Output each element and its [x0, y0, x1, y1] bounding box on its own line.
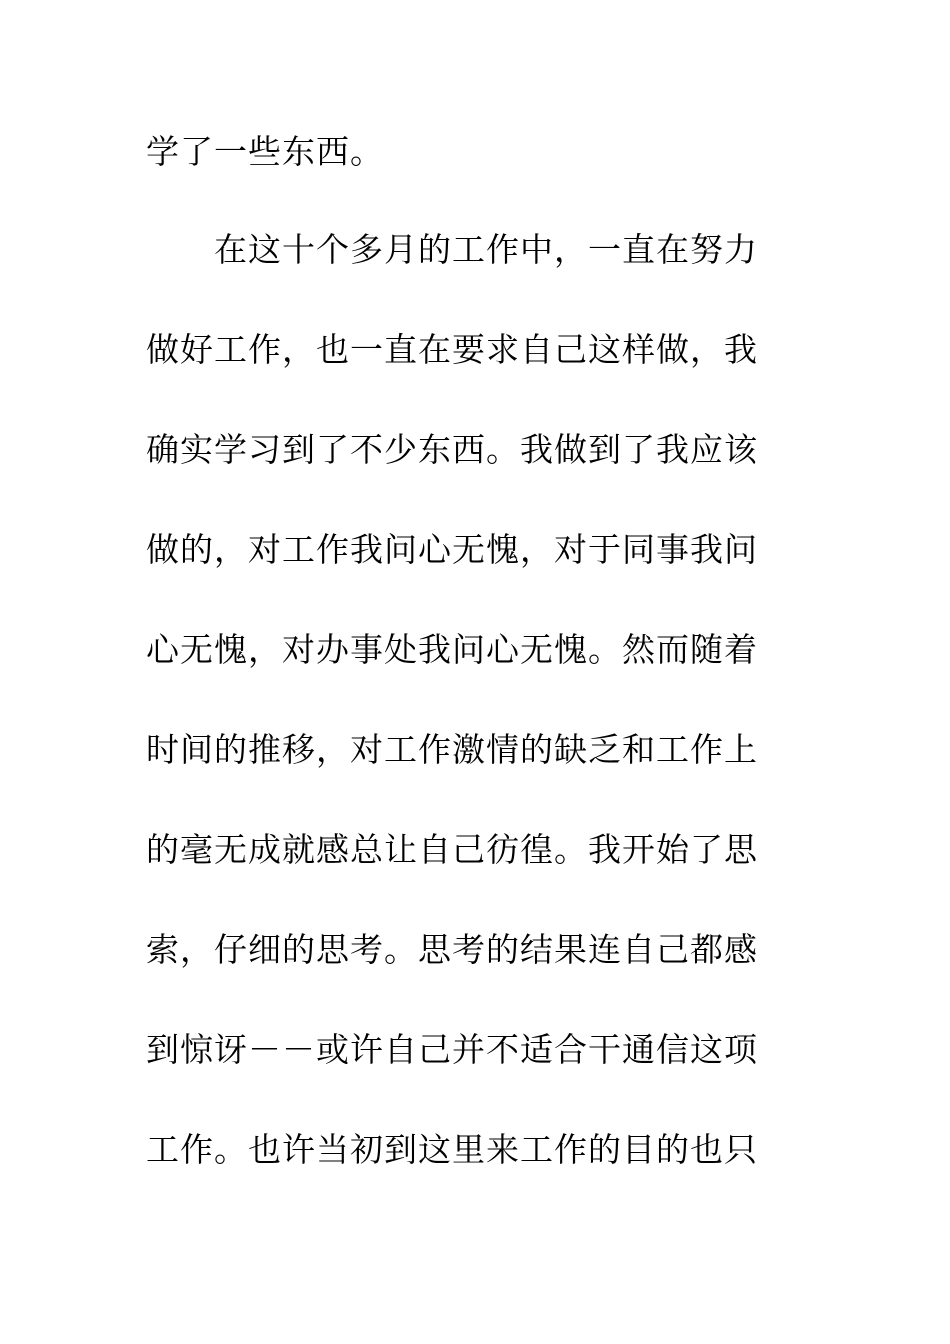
text-line: 时间的推移，对工作激情的缺乏和工作上: [146, 730, 758, 769]
text-line: 做好工作，也一直在要求自己这样做，我: [146, 330, 758, 369]
text-line: 到惊讶－－或许自己并不适合干通信这项: [146, 1030, 758, 1069]
text-line: 工作。也许当初到这里来工作的目的也只: [146, 1130, 758, 1169]
paragraph-first-line: 在这十个多月的工作中，一直在努力: [214, 230, 758, 269]
text-line: 学了一些东西。: [146, 132, 384, 171]
text-line: 确实学习到了不少东西。我做到了我应该: [146, 430, 758, 469]
text-line: 的毫无成就感总让自己彷徨。我开始了思: [146, 830, 758, 869]
text-line: 索，仔细的思考。思考的结果连自己都感: [146, 930, 758, 969]
text-line: 心无愧，对办事处我问心无愧。然而随着: [146, 630, 758, 669]
text-line: 做的，对工作我问心无愧，对于同事我问: [146, 530, 758, 569]
